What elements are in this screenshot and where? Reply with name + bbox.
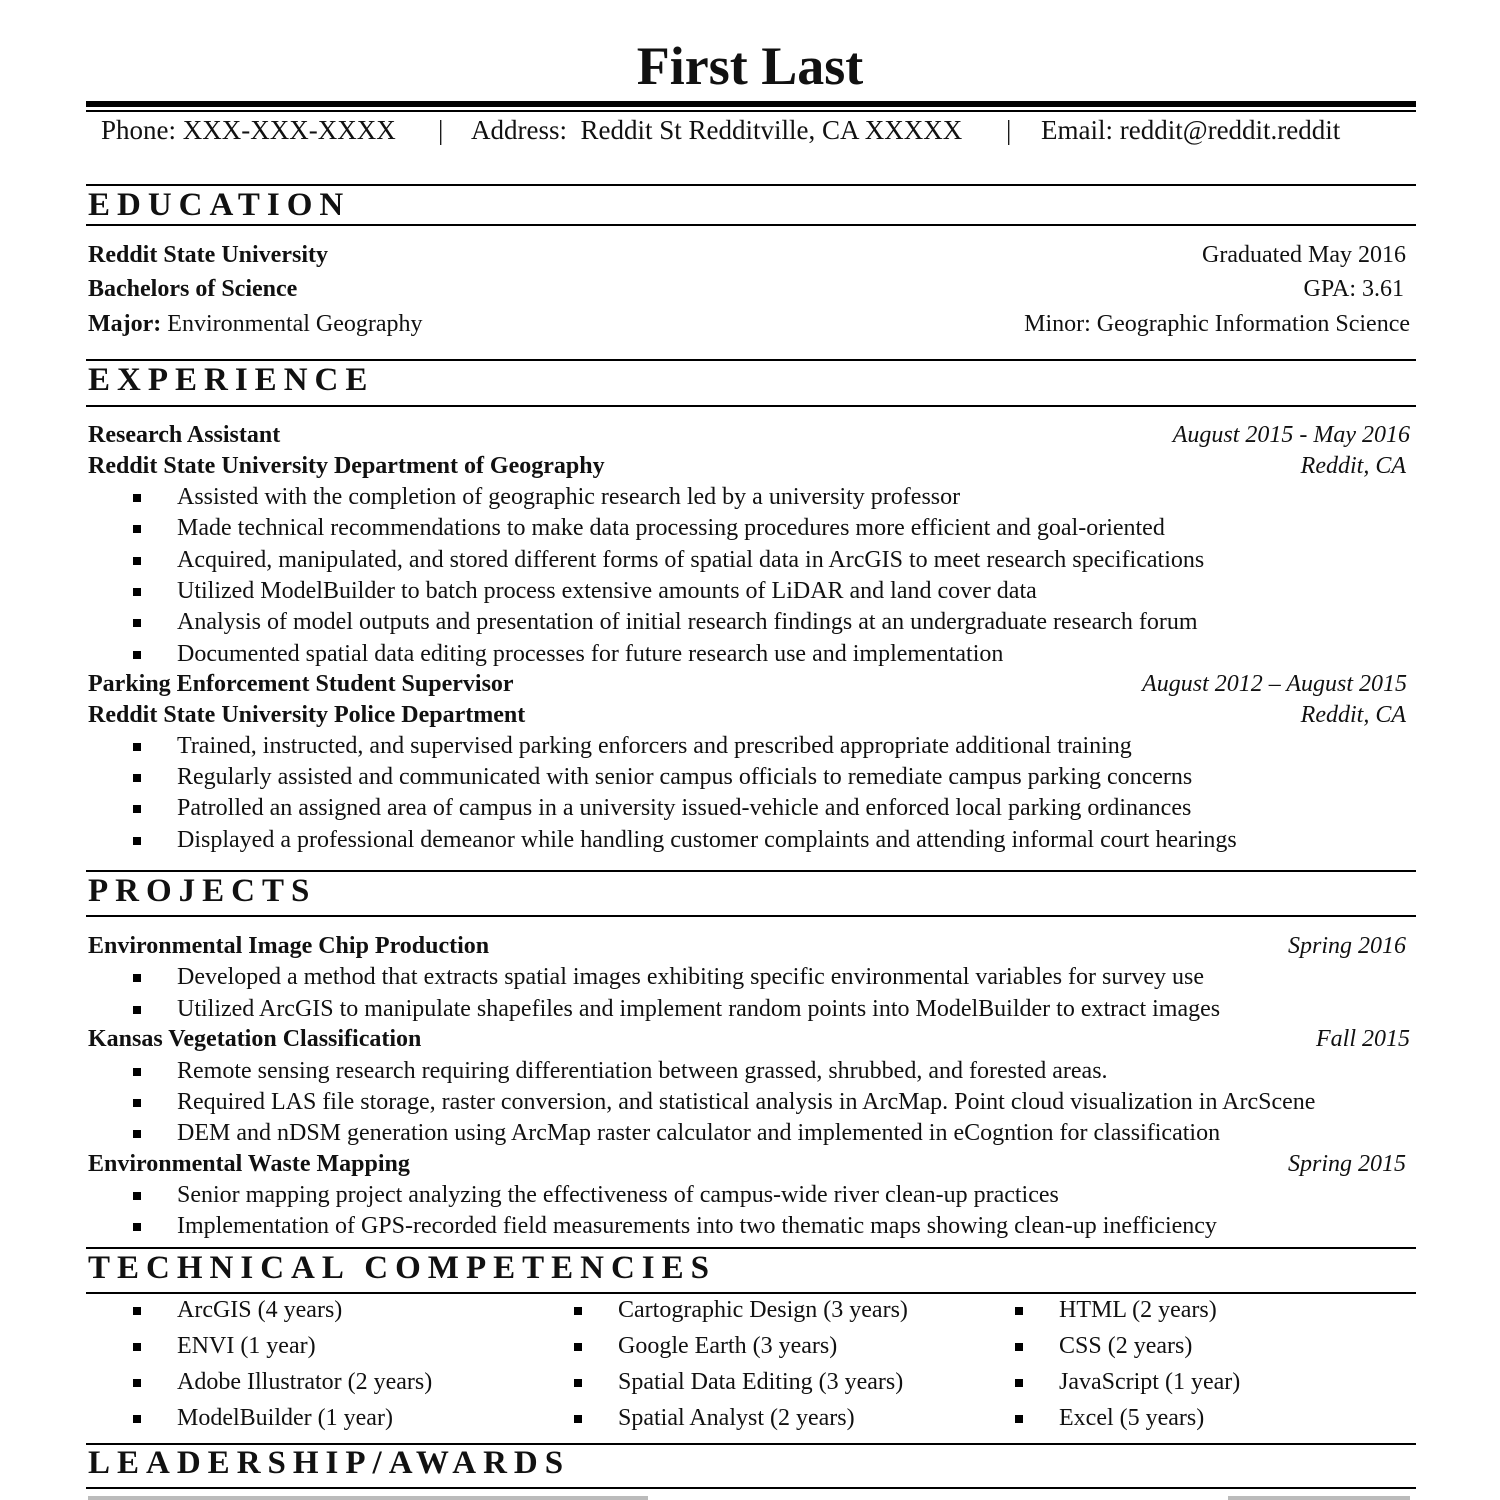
- bullet-square: [574, 1343, 582, 1351]
- education-heading: EDUCATION: [88, 187, 351, 223]
- project-1-name: Environmental Image Chip Production: [88, 933, 490, 959]
- bullet-square: [133, 619, 141, 627]
- cutoff-text-fragment: [88, 1492, 1410, 1500]
- project-1-date: Spring 2016: [1287, 933, 1406, 959]
- skills-heading: TECHNICAL COMPETENCIES: [88, 1250, 717, 1286]
- project-3-date: Spring 2015: [1287, 1151, 1406, 1177]
- minor: Minor: Geographic Information Science: [1024, 311, 1410, 337]
- bullet-square: [133, 837, 141, 845]
- job-1-location: Reddit, CA: [1300, 453, 1406, 479]
- contact-separator-2: |: [1006, 115, 1012, 145]
- project-3-name: Environmental Waste Mapping: [88, 1151, 410, 1177]
- job-2-role: Parking Enforcement Student Supervisor: [88, 671, 514, 697]
- job-2-org: Reddit State University Police Department: [88, 702, 526, 728]
- bullet-square: [133, 1099, 141, 1107]
- projects-heading: PROJECTS: [88, 873, 317, 909]
- bullet-square: [133, 743, 141, 751]
- job-2-org-row: [88, 700, 1410, 731]
- degree: Bachelors of Science: [88, 276, 298, 302]
- bullet-square: [133, 1130, 141, 1138]
- contact-address: Address: Reddit St Redditville, CA XXXXX: [471, 115, 963, 145]
- bullet-square: [133, 774, 141, 782]
- experience-rule-bottom: [86, 405, 1416, 407]
- job-1-role: Research Assistant: [88, 422, 281, 448]
- leadership-heading: LEADERSHIP/AWARDS: [88, 1445, 571, 1481]
- graduation-date: Graduated May 2016: [1202, 242, 1406, 268]
- experience-heading: EXPERIENCE: [88, 362, 375, 398]
- job-2-location: Reddit, CA: [1300, 702, 1406, 728]
- bullet-square: [574, 1307, 582, 1315]
- education-row-degree: [88, 274, 1410, 305]
- major-label: Major:: [88, 311, 162, 337]
- contact-email: Email: reddit@reddit.reddit: [1041, 115, 1341, 145]
- leadership-rule-bottom: [86, 1487, 1416, 1489]
- project-3-row: [88, 1149, 1410, 1180]
- bullet-square: [133, 974, 141, 982]
- bullet-square: [133, 1192, 141, 1200]
- job-1-org-row: [88, 451, 1410, 482]
- job-1-dates: August 2015 - May 2016: [1172, 422, 1410, 448]
- bullet-square: [133, 651, 141, 659]
- bullet-square: [133, 557, 141, 565]
- skills-rule-bottom: [86, 1292, 1416, 1294]
- bullet-square: [1015, 1343, 1023, 1351]
- project-2-row: [88, 1024, 1410, 1055]
- contact-phone: Phone: XXX-XXX-XXXX: [101, 115, 396, 145]
- projects-rule-bottom: [86, 915, 1416, 917]
- bullet-square: [133, 1415, 141, 1423]
- education-row-major: [88, 309, 1410, 340]
- job-1-org: Reddit State University Department of Geography: [88, 453, 605, 479]
- bullet-square: [133, 494, 141, 502]
- bullet-square: [133, 525, 141, 533]
- bullet-square: [574, 1379, 582, 1387]
- major: [88, 309, 423, 340]
- education-rule-bottom: [86, 224, 1416, 226]
- bullet-square: [133, 1343, 141, 1351]
- candidate-name: First Last: [636, 36, 864, 96]
- bullet-square: [133, 588, 141, 596]
- bullet-square: [1015, 1379, 1023, 1387]
- project-2-name: Kansas Vegetation Classification: [88, 1026, 422, 1052]
- job-2-title-row: [88, 669, 1410, 700]
- bullet-square: [1015, 1307, 1023, 1315]
- bullet-square: [133, 1223, 141, 1231]
- project-2-date: Fall 2015: [1316, 1026, 1410, 1052]
- job-2-dates: August 2012 – August 2015: [1142, 671, 1407, 697]
- bullet-square: [133, 805, 141, 813]
- job-1-title-row: [88, 420, 1410, 451]
- bullet-square: [133, 1307, 141, 1315]
- resume-page: First Last Phone: XXX-XXX-XXXX | Address: Reddit St Redditville, CA XXXXX | Email: reddit@reddit.reddit EDUCATION Reddit State University Graduated May 2016 Bachelors of Science GPA: 3.61 Major: Environmental Geography Minor: Geographic Information Science EXPERIENCE Research Assistant August 2015 - May 2016 Reddit State University Department of Geography Reddit, CA Assisted with the completion of geographic research led by a university professor Made technical recommendations to make data processing procedures more efficient and goal-oriented Acquired, manipulated, and stored different forms of spatial data in ArcGIS to meet research specifications Utilized ModelBuilder to batch process extensive amounts of LiDAR and land cover data Analysis of model outputs and presentation of initial research findings at an undergraduate research forum Documented spatial data editing processes for future research use and implementation Parking Enforcement Student Supervisor August 2012 – August 2015 Reddit State University Police Department Reddit, CA Trained, instructed, and supervised parking enforcers and prescribed appropriate additional training Regularly assisted and communicated with senior campus officials to remediate campus parking concerns Patrolled an assigned area of campus in a university issued-vehicle and enforced local parking ordinances Displayed a professional demeanor while handling customer complaints and attending informal court hearings PROJECTS Environmental Image Chip Production Spring 2016 Developed a method that extracts spatial images exhibiting specific environmental variables for survey use Utilized ArcGIS to manipulate shapefiles and implement random points into ModelBuilder to extract images Kansas Vegetation Classification Fall 2015 Remote sensing research requiring differentiation between grassed, shrubbed, and forested areas. Required LAS file storage, raster conversion, and statistical analysis in ArcMap. Point cloud visualization in ArcScene DEM and nDSM generation using ArcMap raster calculator and implemented in eCogntion for classification Environmental Waste Mapping Spring 2015 Senior mapping project analyzing the effectiveness of campus-wide river clean-up practices Implementation of GPS-recorded field measurements into two thematic maps showing clean-up inefficiency TECHNICAL COMPETENCIES ArcGIS (4 years) ENVI (1 year) Adobe Illustrator (2 years) ModelBuilder (1 year) Cartographic Design (3 years) Google Earth (3 years) Spatial Data Editing (3 years) Spatial Analyst (2 years) HTML (2 years) CSS (2 years) JavaScript (1 year) Excel (5 years) LEADERSHIP/AWARDS: [0, 0, 1500, 1500]
- header-rule-thick: [86, 101, 1416, 107]
- gpa: GPA: 3.61: [1303, 276, 1404, 302]
- contact-separator-1: |: [438, 115, 444, 145]
- major-value: Environmental Geography: [161, 311, 423, 337]
- bullet-square: [574, 1415, 582, 1423]
- bullet-square: [133, 1006, 141, 1014]
- education-row-school: [88, 240, 1410, 271]
- bullet-square: [133, 1068, 141, 1076]
- bullet-square: [1015, 1415, 1023, 1423]
- school-name: Reddit State University: [88, 242, 328, 268]
- bullet-square: [133, 1379, 141, 1387]
- project-1-row: [88, 931, 1410, 962]
